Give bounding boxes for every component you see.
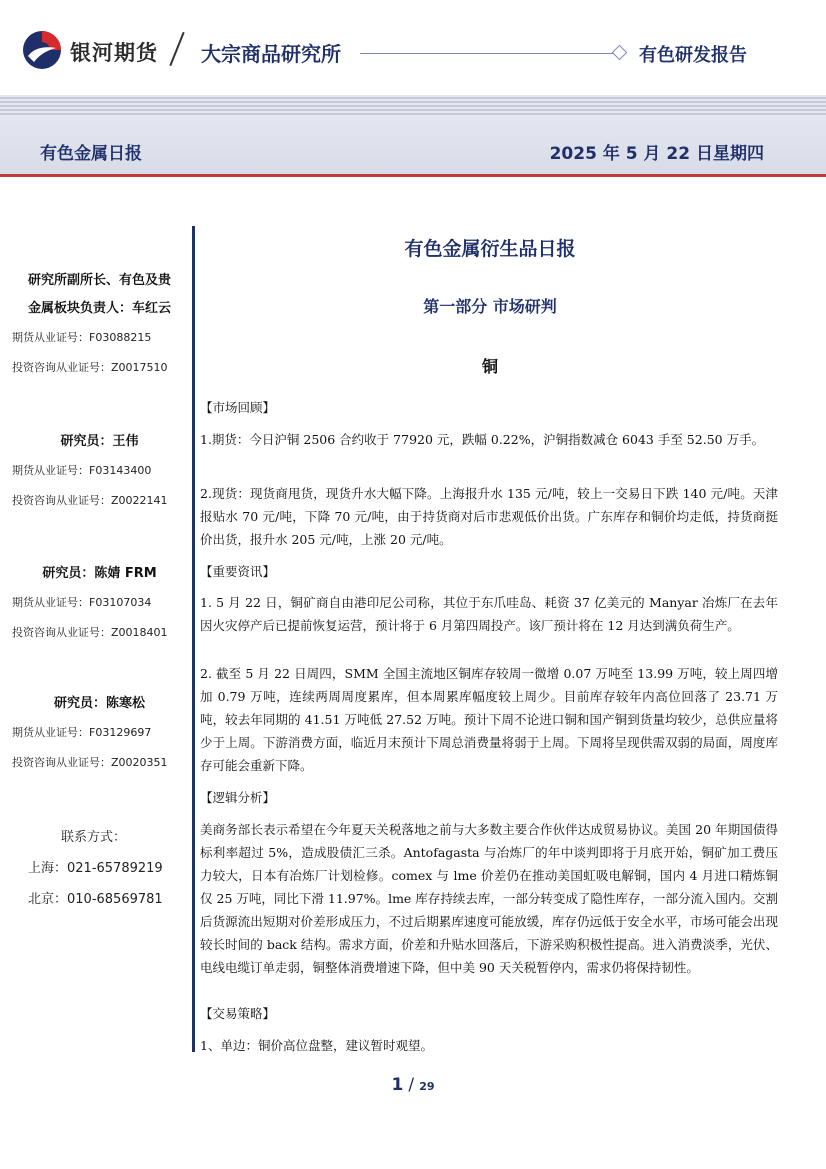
- page-number: [0, 1075, 826, 1095]
- section-market-review: 【市场回顾】: [200, 400, 276, 415]
- contact-title: 联系方式：: [61, 830, 127, 845]
- analyst-card: [12, 690, 187, 778]
- contact-info: [28, 822, 188, 915]
- strategy-paragraph: 1、单边：铜价高位盘整，建议暂时观望。: [200, 1038, 433, 1053]
- news-paragraph-2: 2. 截至 5 月 22 日周四，SMM 全国主流地区铜库存较周一微增 0.07 万吨至 13.99 万吨，较上周四增加 0.79 万吨，连续两周周度累库，但本周累库幅度较上周少。目前库存较年内高位回落了 23.71 万吨，较去年同期的 41.51 万吨低 27.52 万吨。预计下周不论进口铜和国产铜到货量均较少，总供应量将少于上周。下游消费方面，临近月末预计下周总消费量将弱于上周。下周将呈现供需双弱的局面，周度库存可能会重新下降。: [200, 666, 778, 773]
- invest-cert: 投资咨询从业证号：Z0020351: [12, 756, 168, 769]
- futures-cert: 期货从业证号：F03107034: [12, 596, 152, 609]
- header-rule: [360, 53, 618, 54]
- report-date: 2025 年 5 月 22 日星期四: [549, 144, 764, 164]
- analyst-card: [12, 560, 187, 648]
- section-strategy: 【交易策略】: [200, 1006, 276, 1021]
- banner-title: 有色金属日报: [40, 144, 142, 164]
- page-total: 29: [419, 1080, 435, 1093]
- banner-stripes: [0, 95, 826, 115]
- invest-cert: 投资咨询从业证号：Z0022141: [12, 494, 168, 507]
- header-divider: [169, 32, 184, 66]
- report-header: [0, 0, 826, 95]
- section-news: 【重要资讯】: [200, 564, 276, 579]
- logic-paragraph: 美商务部长表示希望在今年夏天关税落地之前与大多数主要合作伙伴达成贸易协议。美国 20 年期国债得标利率超过 5%，造成股债汇三杀。Antofagasta 与冶炼厂的年中谈判即将于月底开始，铜矿加工费压力较大，日本有冶炼厂计划检修。comex 与 lme 价差仍在推动美国虹吸电解铜，国内 4 月进口精炼铜仅 25 万吨，同比下滑 11.97%。lme 库存持续去库，一部分转变成了隐性库存，一部分流入国内。交割后货源流出短期对价差形成压力，不过后期累库速度可能放缓，库存仍远低于安全水平，市场可能会出现较长时间的 back 结构。需求方面，价差和升贴水回落后，下游采购积极性提高。进入消费淡季，光伏、电线电缆订单走弱，铜整体消费增速下降，但中美 90 天关税暂停内，需求仍将保持韧性。: [200, 822, 778, 975]
- analyst-name: 研究员：陈寒松: [53, 696, 145, 711]
- invest-cert: 投资咨询从业证号：Z0017510: [12, 361, 168, 374]
- page-current: 1: [391, 1075, 404, 1095]
- report-banner: [0, 115, 826, 177]
- sidebar-divider: [192, 226, 195, 1052]
- brand-name: 银河期货: [70, 41, 158, 65]
- report-title: 有色金属衍生品日报: [404, 238, 576, 260]
- futures-cert: 期货从业证号：F03143400: [12, 464, 152, 477]
- spot-paragraph: 2.现货：现货商甩货，现货升水大幅下降。上海报升水 135 元/吨，较上一交易日下跌 140 元/吨。天津报贴水 70 元/吨，下降 70 元/吨，由于持货商对后市悲观低价出货。广东库存和铜价均走低，持货商挺价出货，报升水 205 元/吨，上涨 20 元/吨。: [200, 486, 778, 547]
- diamond-icon: [612, 45, 628, 61]
- futures-cert: 期货从业证号：F03129697: [12, 726, 152, 739]
- part-heading: 第一部分 市场研判: [423, 297, 557, 316]
- report-type-label: 有色研发报告: [639, 45, 747, 66]
- analyst-title-line: 金属板块负责人：车红云: [27, 301, 171, 316]
- page-separator: /: [408, 1075, 415, 1095]
- invest-cert: 投资咨询从业证号：Z0018401: [12, 626, 168, 639]
- analyst-card: [12, 428, 187, 516]
- analyst-title-line: 研究所副所长、有色及贵: [27, 273, 171, 288]
- section-logic: 【逻辑分析】: [200, 790, 276, 805]
- news-paragraph-1: 1. 5 月 22 日，铜矿商自由港印尼公司称，其位于东爪哇岛、耗资 37 亿美元的 Manyar 冶炼厂在去年因火灾停产后已提前恢复运营，预计将于 6 月第四周投产。该厂预计将在 12 月达到满负荷生产。: [200, 595, 778, 633]
- analyst-name: 研究员：陈婧 FRM: [42, 566, 157, 581]
- contact-shanghai: 上海：021-65789219: [28, 861, 163, 876]
- analyst-name: 研究员：王伟: [60, 434, 139, 449]
- futures-cert: 期货从业证号：F03088215: [12, 331, 152, 344]
- company-logo-icon: [22, 30, 62, 70]
- analyst-card: [12, 267, 187, 383]
- institute-name: 大宗商品研究所: [201, 42, 341, 66]
- contact-beijing: 北京：010-68569781: [28, 892, 163, 907]
- futures-paragraph: 1.期货：今日沪铜 2506 合约收于 77920 元，跌幅 0.22%，沪铜指数减仓 6043 手至 52.50 万手。: [200, 432, 765, 447]
- commodity-heading: 铜: [481, 357, 498, 376]
